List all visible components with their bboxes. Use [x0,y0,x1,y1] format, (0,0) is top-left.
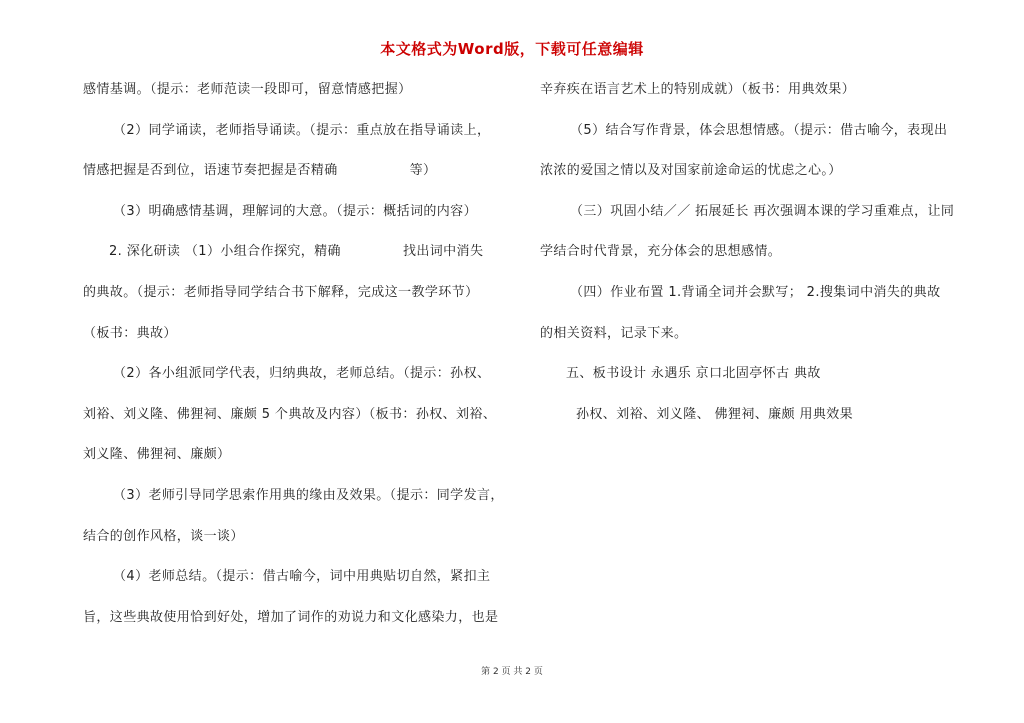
text-segment: 2. 深化研读 （1）小组合作探究，精确 [109,244,341,260]
paragraph-line: （4）老师总结。（提示：借古喻今，词中用典贴切自然，紧扣主 [113,569,491,585]
paragraph-line: （3）明确感情基调，理解词的大意。（提示：概括词的内容） [113,203,477,219]
paragraph-line: （四）作业布置 1.背诵全词并会默写； 2.搜集词中消失的典故 [570,284,941,300]
paragraph-line: （2）同学诵读，老师指导诵读。（提示：重点放在指导诵读上， [113,122,491,138]
page-number-footer: 第 2 页 共 2 页 [481,667,543,677]
paragraph-line [83,242,523,262]
paragraph-line: 刘义隆、佛狸祠、廉颇） [83,447,231,463]
paragraph-line: （板书：典故） [83,325,177,341]
paragraph-line: 的典故。（提示：老师指导同学结合书下解释，完成这一教学环节） [83,284,479,300]
paragraph-line: （5）结合写作背景，体会思想情感。（提示：借古喻今，表现出 [570,122,948,138]
paragraph-line: 学结合时代背景，充分体会的思想感情。 [540,244,782,260]
paragraph-line: 浓浓的爱国之情以及对国家前途命运的忧虑之心。） [540,163,842,179]
right-text-column [540,80,970,445]
paragraph-line: 的相关资料，记录下来。 [540,325,688,341]
paragraph-line: 感情基调。（提示：老师范读一段即可，留意情感把握） [83,82,412,97]
text-segment: 找出词中消失 [402,244,484,260]
paragraph-line: 孙权、刘裕、刘义隆、 佛狸祠、廉颇 用典效果 [576,406,854,422]
paragraph-line [83,161,523,181]
paragraph-line: （2）各小组派同学代表，归纳典故，老师总结。（提示：孙权、 [113,366,491,382]
text-segment: 等） [409,163,437,179]
paragraph-line: 辛弃疾在语言艺术上的特别成就）（板书：用典效果） [540,82,856,97]
paragraph-line: 旨，这些典故使用恰到好处，增加了词作的劝说力和文化感染力，也是 [83,609,499,625]
paragraph-line: （三）巩固小结／／ 拓展延长 再次强调本课的学习重难点，让同 [570,203,955,219]
document-header-title: 本文格式为Word版，下载可任意编辑 [380,40,644,58]
paragraph-line: 五、板书设计 永遇乐 京口北固亭怀古 典故 [566,366,821,382]
paragraph-line: （3）老师引导同学思索作用典的缘由及效果。（提示：同学发言， [113,487,504,503]
paragraph-line: 结合的创作风格，谈一谈） [83,528,244,544]
paragraph-line: 刘裕、刘义隆、佛狸祠、廉颇 5 个典故及内容）（板书：孙权、刘裕、 [83,406,497,422]
text-segment: 情感把握是否到位，语速节奏把握是否精确 [83,163,338,179]
left-text-column [83,80,523,648]
